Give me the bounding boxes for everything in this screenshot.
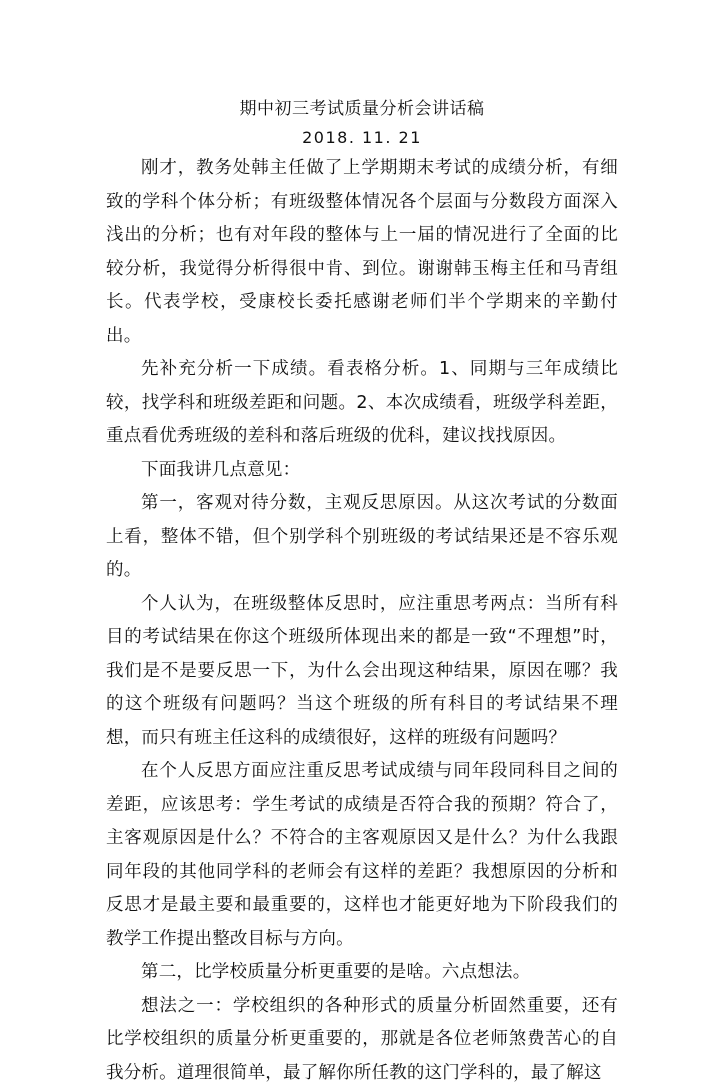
paragraph: 个人认为，在班级整体反思时，应注重思考两点：当所有科目的考试结果在你这个班级所体现出来的都是一致“不理想”时，我们是不是要反思一下，为什么会出现这种结果，原因在哪？我的这个班级有问题吗？当这个班级的所有科目的考试结果不理想，而只有班主任这科的成绩很好，这样的班级有问题吗？ xyxy=(106,588,618,756)
paragraph: 先补充分析一下成绩。看表格分析。1、同期与三年成绩比较，找学科和班级差距和问题。2、本次成绩看，班级学科差距，重点看优秀班级的差科和落后班级的优科，建议找找原因。 xyxy=(106,353,618,454)
paragraph: 在个人反思方面应注重反思考试成绩与同年段同科目之间的差距，应该思考：学生考试的成绩是否符合我的预期？符合了，主客观原因是什么？不符合的主客观原因又是什么？为什么我跟同年段的其他同学科的老师会有这样的差距？我想原因的分析和反思才是最主要和最重要的，这样也才能更好地为下阶段我们的教学工作提出整改目标与方向。 xyxy=(106,755,618,956)
document-body xyxy=(106,152,618,1090)
paragraph: 刚才，教务处韩主任做了上学期期末考试的成绩分析，有细致的学科个体分析；有班级整体情况各个层面与分数段方面深入浅出的分析；也有对年段的整体与上一届的情况进行了全面的比较分析，我觉得分析得很中肯、到位。谢谢韩玉梅主任和马青组长。代表学校，受康校长委托感谢老师们半个学期来的辛勤付出。 xyxy=(106,152,618,353)
paragraph: 第二，比学校质量分析更重要的是啥。六点想法。 xyxy=(106,956,618,990)
document-content xyxy=(106,94,618,1090)
document-title: 期中初三考试质量分析会讲话稿 xyxy=(106,94,618,124)
document-date: 2018. 11. 21 xyxy=(106,124,618,152)
paragraph: 第一，客观对待分数，主观反思原因。从这次考试的分数面上看，整体不错，但个别学科个别班级的考试结果还是不容乐观的。 xyxy=(106,487,618,588)
paragraph: 想法之一：学校组织的各种形式的质量分析固然重要，还有比学校组织的质量分析更重要的，那就是各位老师煞费苦心的自我分析。道理很简单，最了解你所任教的这门学科的，最了解这 xyxy=(106,990,618,1090)
paragraph: 下面我讲几点意见： xyxy=(106,454,618,488)
